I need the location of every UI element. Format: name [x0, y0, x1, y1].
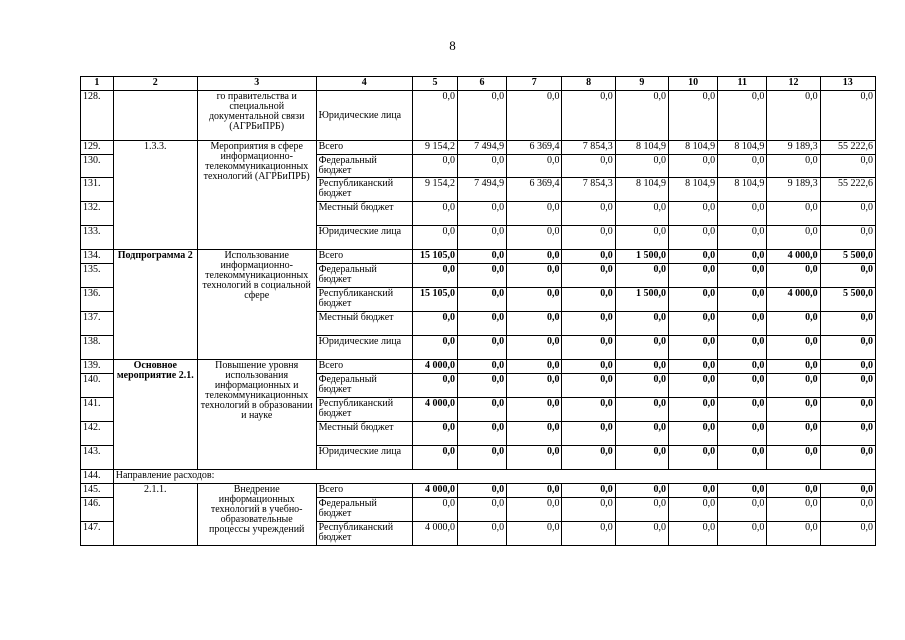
value-cell: 0,0	[615, 226, 668, 250]
value-cell: 0,0	[507, 484, 562, 498]
value-cell: 0,0	[507, 422, 562, 446]
value-cell: 0,0	[820, 264, 875, 288]
column-header: 8	[562, 77, 615, 91]
value-cell: 0,0	[562, 202, 615, 226]
value-cell: 0,0	[767, 264, 820, 288]
value-cell: 0,0	[718, 422, 767, 446]
value-cell: 0,0	[767, 498, 820, 522]
value-cell: 9 189,3	[767, 178, 820, 202]
value-cell: 0,0	[507, 202, 562, 226]
value-cell: 0,0	[767, 398, 820, 422]
value-cell: 0,0	[767, 374, 820, 398]
column-header: 2	[113, 77, 197, 91]
measure-description: Повышение уровня использования информационных и телекоммуникационных технологий в образовании и науке	[197, 360, 316, 470]
value-cell: 6 369,4	[507, 178, 562, 202]
value-cell: 0,0	[718, 202, 767, 226]
value-cell: 0,0	[562, 498, 615, 522]
measure-code: Основное мероприятие 2.1.	[113, 360, 197, 470]
value-cell: 0,0	[767, 484, 820, 498]
row-number: 132.	[81, 202, 114, 226]
column-header: 6	[457, 77, 506, 91]
value-cell: 0,0	[820, 498, 875, 522]
value-cell: 4 000,0	[412, 484, 457, 498]
value-cell: 0,0	[507, 360, 562, 374]
value-cell: 0,0	[615, 374, 668, 398]
value-cell: 0,0	[668, 250, 717, 264]
column-header: 9	[615, 77, 668, 91]
value-cell: 0,0	[668, 226, 717, 250]
value-cell: 9 154,2	[412, 178, 457, 202]
funding-source: Федеральный бюджет	[316, 155, 412, 178]
value-cell: 0,0	[767, 91, 820, 141]
value-cell: 55 222,6	[820, 178, 875, 202]
value-cell: 0,0	[562, 264, 615, 288]
value-cell: 0,0	[615, 264, 668, 288]
value-cell: 0,0	[767, 360, 820, 374]
funding-source: Федеральный бюджет	[316, 264, 412, 288]
value-cell: 0,0	[457, 336, 506, 360]
value-cell: 0,0	[615, 484, 668, 498]
value-cell: 8 104,9	[615, 141, 668, 155]
value-cell: 8 104,9	[668, 141, 717, 155]
value-cell: 0,0	[507, 250, 562, 264]
table-row	[81, 91, 876, 141]
value-cell: 0,0	[457, 250, 506, 264]
table-row	[81, 360, 876, 374]
value-cell: 0,0	[615, 155, 668, 178]
value-cell: 0,0	[820, 446, 875, 470]
value-cell: 5 500,0	[820, 288, 875, 312]
value-cell: 7 494,9	[457, 178, 506, 202]
value-cell: 8 104,9	[668, 178, 717, 202]
value-cell: 0,0	[718, 312, 767, 336]
value-cell: 0,0	[562, 398, 615, 422]
value-cell: 0,0	[412, 446, 457, 470]
row-number: 143.	[81, 446, 114, 470]
value-cell: 0,0	[820, 312, 875, 336]
value-cell: 0,0	[457, 91, 506, 141]
funding-source: Всего	[316, 141, 412, 155]
value-cell: 0,0	[668, 498, 717, 522]
value-cell: 0,0	[457, 264, 506, 288]
column-header: 10	[668, 77, 717, 91]
value-cell: 0,0	[507, 312, 562, 336]
value-cell: 0,0	[457, 398, 506, 422]
value-cell: 7 494,9	[457, 141, 506, 155]
value-cell: 0,0	[718, 374, 767, 398]
column-header: 3	[197, 77, 316, 91]
value-cell: 0,0	[412, 374, 457, 398]
column-header: 4	[316, 77, 412, 91]
value-cell: 4 000,0	[767, 250, 820, 264]
value-cell: 8 104,9	[615, 178, 668, 202]
value-cell: 1 500,0	[615, 288, 668, 312]
column-header: 7	[507, 77, 562, 91]
row-number: 139.	[81, 360, 114, 374]
value-cell: 0,0	[562, 250, 615, 264]
row-number: 136.	[81, 288, 114, 312]
funding-source: Местный бюджет	[316, 202, 412, 226]
value-cell: 0,0	[718, 288, 767, 312]
row-number: 141.	[81, 398, 114, 422]
value-cell: 0,0	[615, 422, 668, 446]
column-header: 12	[767, 77, 820, 91]
value-cell: 0,0	[767, 522, 820, 546]
column-header: 1	[81, 77, 114, 91]
value-cell: 0,0	[668, 91, 717, 141]
value-cell: 0,0	[562, 360, 615, 374]
value-cell: 0,0	[412, 422, 457, 446]
value-cell: 0,0	[767, 226, 820, 250]
row-number: 133.	[81, 226, 114, 250]
value-cell: 4 000,0	[412, 398, 457, 422]
row-number: 128.	[81, 91, 114, 141]
value-cell: 0,0	[412, 264, 457, 288]
value-cell: 0,0	[718, 250, 767, 264]
row-number: 147.	[81, 522, 114, 546]
value-cell: 0,0	[668, 522, 717, 546]
value-cell: 0,0	[767, 202, 820, 226]
value-cell: 0,0	[507, 288, 562, 312]
value-cell: 0,0	[668, 336, 717, 360]
value-cell: 0,0	[615, 498, 668, 522]
value-cell: 0,0	[668, 155, 717, 178]
expense-direction-label: Направление расходов:	[113, 470, 875, 484]
value-cell: 0,0	[412, 91, 457, 141]
measure-code: Подпрограмма 2	[113, 250, 197, 360]
value-cell: 0,0	[562, 484, 615, 498]
column-header: 11	[718, 77, 767, 91]
value-cell: 0,0	[820, 336, 875, 360]
value-cell: 0,0	[718, 522, 767, 546]
value-cell: 0,0	[668, 264, 717, 288]
value-cell: 0,0	[507, 374, 562, 398]
value-cell: 0,0	[820, 360, 875, 374]
value-cell: 0,0	[562, 91, 615, 141]
measure-description: го правительства и специальной документальной связи (АГРБиПРБ)	[197, 91, 316, 141]
row-number: 146.	[81, 498, 114, 522]
value-cell: 0,0	[507, 336, 562, 360]
value-cell: 0,0	[562, 422, 615, 446]
value-cell: 8 104,9	[718, 141, 767, 155]
row-number: 135.	[81, 264, 114, 288]
value-cell: 0,0	[457, 226, 506, 250]
value-cell: 55 222,6	[820, 141, 875, 155]
value-cell: 0,0	[457, 374, 506, 398]
value-cell: 0,0	[820, 155, 875, 178]
value-cell: 0,0	[718, 360, 767, 374]
value-cell: 0,0	[668, 484, 717, 498]
column-header: 13	[820, 77, 875, 91]
page-number: 8	[449, 38, 456, 53]
value-cell: 0,0	[718, 264, 767, 288]
row-number: 140.	[81, 374, 114, 398]
value-cell: 0,0	[820, 374, 875, 398]
value-cell: 0,0	[718, 498, 767, 522]
table-row	[81, 484, 876, 498]
value-cell: 0,0	[412, 202, 457, 226]
value-cell: 0,0	[668, 360, 717, 374]
funding-source: Федеральный бюджет	[316, 498, 412, 522]
funding-source: Республиканский бюджет	[316, 288, 412, 312]
value-cell: 0,0	[457, 422, 506, 446]
value-cell: 4 000,0	[412, 522, 457, 546]
row-number: 145.	[81, 484, 114, 498]
value-cell: 7 854,3	[562, 178, 615, 202]
value-cell: 0,0	[668, 202, 717, 226]
value-cell: 0,0	[562, 288, 615, 312]
value-cell: 0,0	[767, 312, 820, 336]
value-cell: 0,0	[507, 498, 562, 522]
value-cell: 0,0	[718, 155, 767, 178]
measure-code: 1.3.3.	[113, 141, 197, 250]
value-cell: 0,0	[457, 312, 506, 336]
value-cell: 0,0	[820, 398, 875, 422]
funding-source: Республиканский бюджет	[316, 398, 412, 422]
value-cell: 0,0	[507, 226, 562, 250]
value-cell: 0,0	[562, 522, 615, 546]
value-cell: 0,0	[562, 155, 615, 178]
value-cell: 0,0	[507, 522, 562, 546]
funding-source: Республиканский бюджет	[316, 522, 412, 546]
funding-source: Всего	[316, 250, 412, 264]
value-cell: 0,0	[562, 312, 615, 336]
value-cell: 0,0	[718, 446, 767, 470]
value-cell: 0,0	[820, 226, 875, 250]
value-cell: 0,0	[457, 202, 506, 226]
funding-source: Федеральный бюджет	[316, 374, 412, 398]
value-cell: 0,0	[820, 522, 875, 546]
value-cell: 0,0	[668, 398, 717, 422]
value-cell: 0,0	[562, 446, 615, 470]
funding-source: Местный бюджет	[316, 422, 412, 446]
funding-source: Всего	[316, 484, 412, 498]
value-cell: 0,0	[718, 91, 767, 141]
value-cell: 0,0	[718, 336, 767, 360]
table-row	[81, 141, 876, 155]
value-cell: 0,0	[457, 446, 506, 470]
value-cell: 0,0	[767, 155, 820, 178]
value-cell: 0,0	[767, 446, 820, 470]
row-number: 137.	[81, 312, 114, 336]
funding-source: Юридические лица	[316, 336, 412, 360]
value-cell: 0,0	[562, 374, 615, 398]
value-cell: 0,0	[412, 155, 457, 178]
value-cell: 0,0	[615, 398, 668, 422]
funding-source: Юридические лица	[316, 446, 412, 470]
row-number: 142.	[81, 422, 114, 446]
value-cell: 0,0	[820, 422, 875, 446]
value-cell: 0,0	[820, 202, 875, 226]
row-number: 129.	[81, 141, 114, 155]
value-cell: 0,0	[615, 312, 668, 336]
table-row	[81, 470, 876, 484]
table-row	[81, 250, 876, 264]
value-cell: 0,0	[767, 336, 820, 360]
header-row	[81, 77, 876, 91]
measure-description: Использование информационно-телекоммуникационных технологий в социальной сфере	[197, 250, 316, 360]
value-cell: 9 189,3	[767, 141, 820, 155]
value-cell: 0,0	[820, 484, 875, 498]
value-cell: 0,0	[820, 91, 875, 141]
value-cell: 0,0	[507, 264, 562, 288]
value-cell: 8 104,9	[718, 178, 767, 202]
value-cell: 0,0	[668, 374, 717, 398]
value-cell: 0,0	[562, 226, 615, 250]
value-cell: 0,0	[615, 360, 668, 374]
value-cell: 0,0	[412, 312, 457, 336]
funding-source: Юридические лица	[316, 226, 412, 250]
value-cell: 0,0	[457, 498, 506, 522]
value-cell: 0,0	[457, 155, 506, 178]
funding-source: Республиканский бюджет	[316, 178, 412, 202]
value-cell: 0,0	[718, 484, 767, 498]
value-cell: 9 154,2	[412, 141, 457, 155]
value-cell: 0,0	[668, 446, 717, 470]
measure-description: Внедрение информационных технологий в учебно-образовательные процессы учреждений	[197, 484, 316, 546]
row-number: 138.	[81, 336, 114, 360]
value-cell: 0,0	[668, 312, 717, 336]
value-cell: 0,0	[615, 522, 668, 546]
value-cell: 0,0	[668, 288, 717, 312]
column-header: 5	[412, 77, 457, 91]
value-cell: 0,0	[668, 422, 717, 446]
value-cell: 0,0	[412, 498, 457, 522]
budget-table	[80, 76, 876, 546]
value-cell: 0,0	[412, 336, 457, 360]
value-cell: 0,0	[615, 91, 668, 141]
row-number: 134.	[81, 250, 114, 264]
value-cell: 0,0	[767, 422, 820, 446]
value-cell: 4 000,0	[412, 360, 457, 374]
value-cell: 0,0	[507, 446, 562, 470]
row-number: 131.	[81, 178, 114, 202]
value-cell: 0,0	[718, 226, 767, 250]
funding-source: Юридические лица	[316, 91, 412, 141]
value-cell: 0,0	[615, 336, 668, 360]
value-cell: 0,0	[412, 226, 457, 250]
measure-code: 2.1.1.	[113, 484, 197, 546]
row-number: 144.	[81, 470, 114, 484]
value-cell: 4 000,0	[767, 288, 820, 312]
value-cell: 0,0	[615, 446, 668, 470]
value-cell: 0,0	[562, 336, 615, 360]
funding-source: Местный бюджет	[316, 312, 412, 336]
row-number: 130.	[81, 155, 114, 178]
value-cell: 0,0	[507, 398, 562, 422]
value-cell: 0,0	[457, 484, 506, 498]
value-cell: 0,0	[718, 398, 767, 422]
funding-source: Всего	[316, 360, 412, 374]
value-cell: 1 500,0	[615, 250, 668, 264]
value-cell: 15 105,0	[412, 250, 457, 264]
value-cell: 0,0	[507, 91, 562, 141]
value-cell: 0,0	[457, 360, 506, 374]
value-cell: 7 854,3	[562, 141, 615, 155]
value-cell: 0,0	[457, 288, 506, 312]
value-cell: 6 369,4	[507, 141, 562, 155]
measure-description: Мероприятия в сфере информационно-телекоммуникационных технологий (АГРБиПРБ)	[197, 141, 316, 250]
value-cell: 0,0	[457, 522, 506, 546]
measure-code	[113, 91, 197, 141]
value-cell: 15 105,0	[412, 288, 457, 312]
value-cell: 5 500,0	[820, 250, 875, 264]
value-cell: 0,0	[615, 202, 668, 226]
value-cell: 0,0	[507, 155, 562, 178]
